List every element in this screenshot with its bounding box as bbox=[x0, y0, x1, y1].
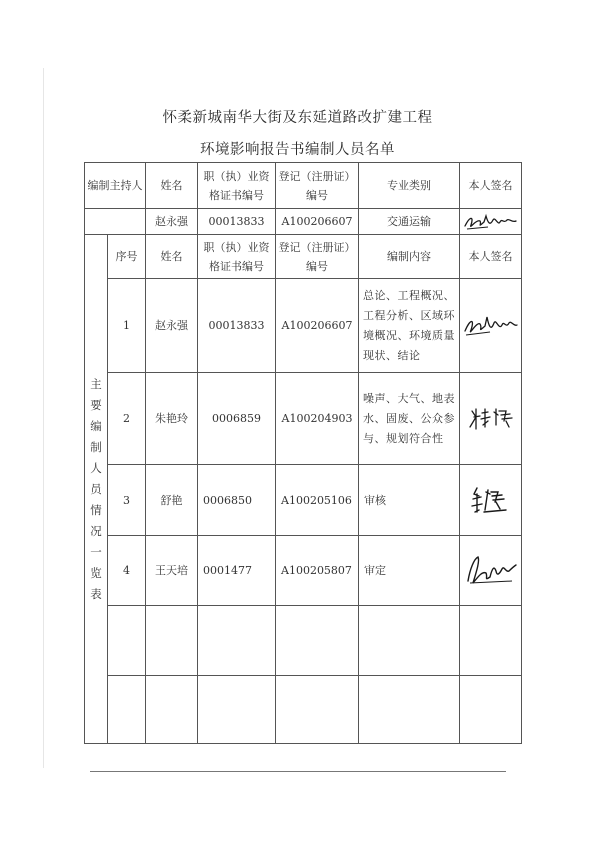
host-header-name: 姓名 bbox=[146, 163, 198, 209]
row-seq: 4 bbox=[108, 536, 146, 606]
page-edge bbox=[43, 68, 44, 768]
row-cert: 0006859 bbox=[198, 373, 276, 465]
row-signature bbox=[460, 465, 522, 536]
row-cert: 00013833 bbox=[198, 279, 276, 373]
main-header-name: 姓名 bbox=[146, 235, 198, 279]
row-reg: A100206607 bbox=[276, 279, 359, 373]
row-cert: 0001477 bbox=[198, 536, 276, 606]
row-seq: 2 bbox=[108, 373, 146, 465]
signature-zhao-host bbox=[462, 211, 520, 233]
table-row bbox=[85, 536, 522, 606]
row-reg: A100205106 bbox=[276, 465, 359, 536]
signature-wang bbox=[464, 551, 518, 591]
empty-cell bbox=[359, 676, 460, 744]
row-content: 总论、工程概况、工程分析、区域环境概况、环境质量现状、结论 bbox=[359, 279, 460, 373]
empty-cell bbox=[359, 606, 460, 676]
empty-cell bbox=[460, 676, 522, 744]
main-header-row bbox=[85, 235, 522, 279]
main-section-label: 主要编制人员情况一览表 bbox=[85, 235, 108, 744]
host-label: 编制主持人 bbox=[85, 163, 146, 209]
host-reg: A100206607 bbox=[276, 209, 359, 235]
row-name: 王天培 bbox=[146, 536, 198, 606]
row-reg: A100204903 bbox=[276, 373, 359, 465]
signature-zhao bbox=[462, 311, 520, 341]
row-reg: A100205807 bbox=[276, 536, 359, 606]
row-cert: 0006850 bbox=[198, 465, 276, 536]
row-signature bbox=[460, 536, 522, 606]
host-label-cont bbox=[85, 209, 146, 235]
host-header-signature: 本人签名 bbox=[460, 163, 522, 209]
table-row bbox=[85, 279, 522, 373]
main-header-reg: 登记（注册证）编号 bbox=[276, 235, 359, 279]
empty-cell bbox=[108, 606, 146, 676]
table-row-empty bbox=[85, 676, 522, 744]
row-seq: 3 bbox=[108, 465, 146, 536]
empty-cell bbox=[276, 676, 359, 744]
row-content: 噪声、大气、地表水、固废、公众参与、规划符合性 bbox=[359, 373, 460, 465]
empty-cell bbox=[108, 676, 146, 744]
main-header-cert: 职（执）业资格证书编号 bbox=[198, 235, 276, 279]
host-cert: 00013833 bbox=[198, 209, 276, 235]
staff-table bbox=[84, 162, 522, 744]
footer-line bbox=[90, 771, 506, 772]
empty-cell bbox=[198, 676, 276, 744]
signature-shu bbox=[468, 482, 514, 518]
empty-cell bbox=[460, 606, 522, 676]
signature-zhu bbox=[466, 403, 516, 435]
empty-cell bbox=[276, 606, 359, 676]
row-signature bbox=[460, 373, 522, 465]
row-content: 审定 bbox=[359, 536, 460, 606]
row-name: 朱艳玲 bbox=[146, 373, 198, 465]
host-signature bbox=[460, 209, 522, 235]
empty-cell bbox=[146, 606, 198, 676]
host-header-reg: 登记（注册证）编号 bbox=[276, 163, 359, 209]
row-signature bbox=[460, 279, 522, 373]
row-name: 舒艳 bbox=[146, 465, 198, 536]
document-subtitle: 环境影响报告书编制人员名单 bbox=[200, 142, 395, 158]
row-seq: 1 bbox=[108, 279, 146, 373]
table-row-empty bbox=[85, 606, 522, 676]
main-header-signature: 本人签名 bbox=[460, 235, 522, 279]
empty-cell bbox=[198, 606, 276, 676]
document-title: 怀柔新城南华大街及东延道路改扩建工程 bbox=[162, 110, 433, 126]
host-header-major: 专业类别 bbox=[359, 163, 460, 209]
host-name: 赵永强 bbox=[146, 209, 198, 235]
row-content: 审核 bbox=[359, 465, 460, 536]
host-row bbox=[85, 209, 522, 235]
empty-cell bbox=[146, 676, 198, 744]
main-header-seq: 序号 bbox=[108, 235, 146, 279]
table-row bbox=[85, 465, 522, 536]
table-row bbox=[85, 373, 522, 465]
row-name: 赵永强 bbox=[146, 279, 198, 373]
host-header-row bbox=[85, 163, 522, 209]
main-header-content: 编制内容 bbox=[359, 235, 460, 279]
host-header-cert: 职（执）业资格证书编号 bbox=[198, 163, 276, 209]
host-major: 交通运输 bbox=[359, 209, 460, 235]
